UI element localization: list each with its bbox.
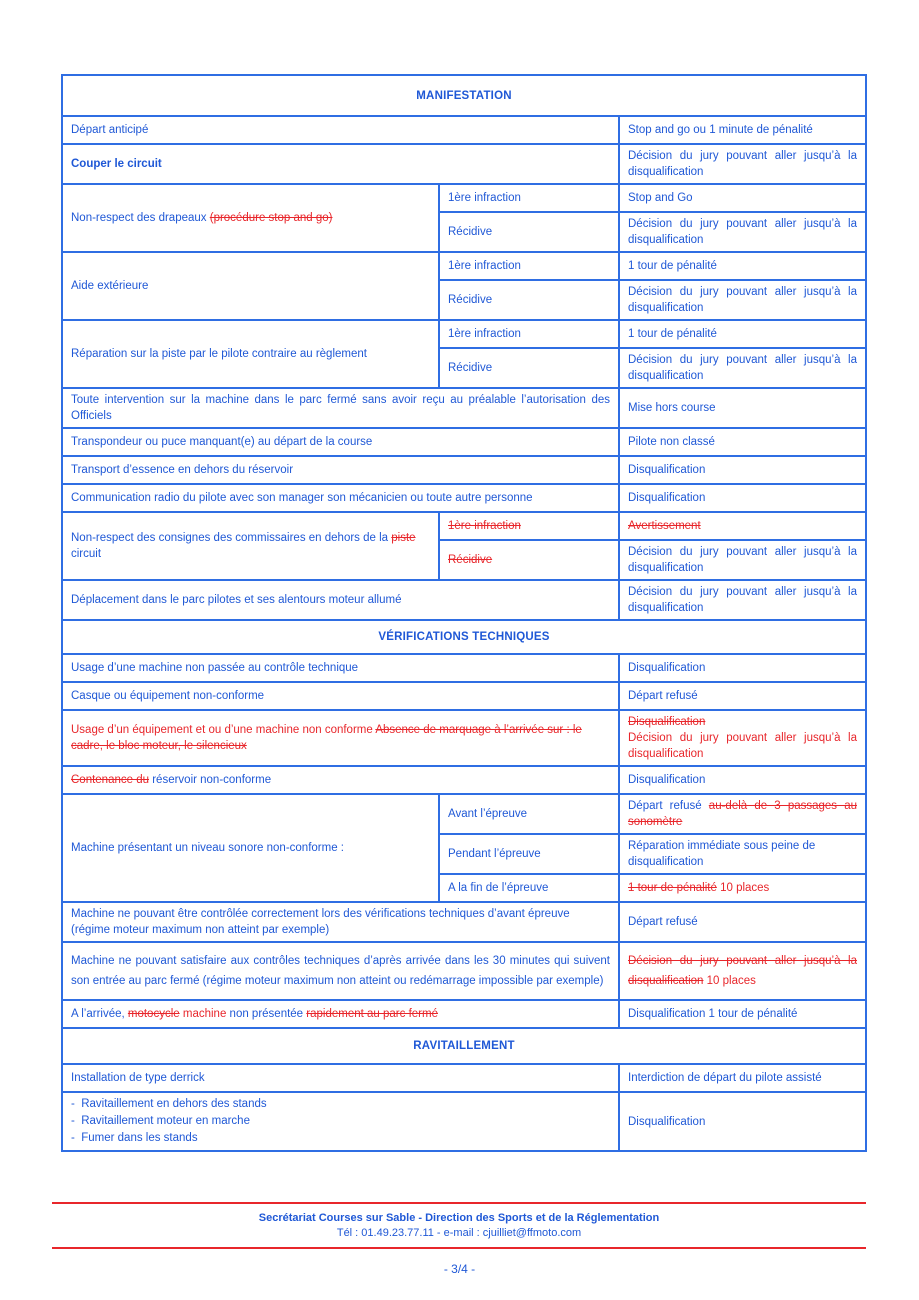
- infraction-text: A l’arrivée,: [71, 1008, 125, 1020]
- sanction-cell: Départ refusé: [619, 682, 866, 710]
- table-row: [62, 654, 866, 682]
- infraction-cell: [62, 710, 619, 766]
- occurrence-cell: [439, 540, 619, 580]
- sanction-text: 10 places: [706, 975, 756, 987]
- infraction-cell: Communication radio du pilote avec son manager son mécanicien ou toute autre personne: [62, 484, 619, 512]
- infraction-cell: Aide extérieure: [62, 252, 439, 320]
- page-number: - 3/4 -: [443, 1262, 476, 1276]
- struck-text: Absence de marquage à l’arrivée sur : le cadre, le bloc moteur, le silencieux: [71, 724, 582, 752]
- list-item: - Ravitaillement moteur en marche: [71, 1115, 250, 1127]
- sanction-cell: 1 tour de pénalité: [619, 252, 866, 280]
- occurrence-cell: A la fin de l’épreuve: [439, 874, 619, 902]
- struck-text: Contenance du: [71, 774, 150, 786]
- infraction-cell: [62, 766, 619, 794]
- infraction-cell: Machine ne pouvant satisfaire aux contrôles techniques d’après arrivée dans les 30 minutes qui suivent son entrée au parc fermé (régime moteur maximum non atteint ou redémarrage impossible par exemple): [62, 942, 619, 1000]
- page-footer: [52, 1202, 866, 1249]
- sanction-cell: Disqualification: [619, 456, 866, 484]
- section-title-manifestation: MANIFESTATION: [62, 75, 866, 116]
- sanction-text: Décision du jury pouvant aller jusqu’à la disqualification: [628, 732, 858, 760]
- infraction-cell: Usage d’une machine non passée au contrôle technique: [62, 654, 619, 682]
- footer-text: [52, 1204, 866, 1247]
- infraction-text: Non-respect des consignes des commissaires en dehors de la: [71, 532, 389, 544]
- infraction-cell: [62, 184, 439, 252]
- sanction-cell: Décision du jury pouvant aller jusqu’à la disqualification: [619, 540, 866, 580]
- sanction-cell: Pilote non classé: [619, 428, 866, 456]
- table-row: [62, 942, 866, 1000]
- sanction-cell: 1 tour de pénalité: [619, 320, 866, 348]
- table-row: [62, 902, 866, 942]
- table-row: [62, 1092, 866, 1151]
- sanction-cell: Disqualification: [619, 484, 866, 512]
- infraction-cell: Casque ou équipement non-conforme: [62, 682, 619, 710]
- sanction-cell: Décision du jury pouvant aller jusqu’à la disqualification: [619, 580, 866, 620]
- sanctions-table: [61, 74, 867, 1152]
- struck-text: Décision du jury pouvant aller jusqu’à la disqualification: [628, 955, 858, 987]
- section-title-ravitaillement: RAVITAILLEMENT: [62, 1028, 866, 1064]
- infraction-cell: Machine présentant un niveau sonore non-conforme :: [62, 794, 439, 902]
- list-item: - Fumer dans les stands: [71, 1132, 198, 1144]
- occurrence-cell: 1ère infraction: [439, 320, 619, 348]
- infraction-cell: Transpondeur ou puce manquant(e) au départ de la course: [62, 428, 619, 456]
- sanction-cell: [619, 942, 866, 1000]
- table-row: [62, 320, 866, 348]
- table-row: [62, 484, 866, 512]
- section-row: [62, 1028, 866, 1064]
- sanction-cell: Départ refusé: [619, 902, 866, 942]
- footer-organisation: Secrétariat Courses sur Sable - Direction des Sports et de la Réglementation: [258, 1212, 660, 1224]
- sanction-cell: [619, 710, 866, 766]
- struck-text: 1 tour de pénalité: [628, 882, 717, 894]
- infraction-text: Usage d’un équipement et ou d’une machine non conforme: [71, 724, 373, 736]
- table-row: [62, 710, 866, 766]
- table-row: [62, 252, 866, 280]
- sanction-cell: [619, 794, 866, 834]
- occurrence-cell: 1ère infraction: [439, 184, 619, 212]
- occurrence-cell: Pendant l’épreuve: [439, 834, 619, 874]
- infraction-cell: [62, 1000, 619, 1028]
- sanction-cell: [619, 512, 866, 540]
- occurrence-cell: Avant l’épreuve: [439, 794, 619, 834]
- sanction-cell: Stop and go ou 1 minute de pénalité: [619, 116, 866, 144]
- sanction-cell: Disqualification: [619, 766, 866, 794]
- table-row: [62, 388, 866, 428]
- table-row: [62, 580, 866, 620]
- struck-text: motocycle: [127, 1008, 180, 1020]
- struck-text: au-delà de 3 passages au sonomètre: [628, 800, 857, 828]
- table-row: [62, 456, 866, 484]
- list-item: - Ravitaillement en dehors des stands: [71, 1098, 267, 1110]
- infraction-cell: Machine ne pouvant être contrôlée correctement lors des vérifications techniques d’avant épreuve (régime moteur maximum non atteint par exemple): [62, 902, 619, 942]
- struck-text: piste: [391, 532, 416, 544]
- table-row: [62, 1000, 866, 1028]
- infraction-text: Non-respect des drapeaux: [71, 212, 207, 224]
- infraction-cell: Départ anticipé: [62, 116, 619, 144]
- section-row: [62, 620, 866, 654]
- struck-text: rapidement au parc fermé: [306, 1008, 438, 1020]
- table-row: [62, 144, 866, 184]
- sanction-cell: Décision du jury pouvant aller jusqu’à la disqualification: [619, 280, 866, 320]
- sanction-text: Départ refusé: [628, 800, 702, 812]
- occurrence-cell: Récidive: [439, 348, 619, 388]
- sanction-text: 10 places: [720, 882, 770, 894]
- sanction-cell: Disqualification: [619, 654, 866, 682]
- occurrence-cell: [439, 512, 619, 540]
- sanction-cell: Disqualification 1 tour de pénalité: [619, 1000, 866, 1028]
- sanction-cell: Disqualification: [619, 1092, 866, 1151]
- table-row: [62, 428, 866, 456]
- occurrence-cell: 1ère infraction: [439, 252, 619, 280]
- footer-contact: Tél : 01.49.23.77.11 - e-mail : cjuilliet@ffmoto.com: [336, 1227, 582, 1239]
- table-row: [62, 116, 866, 144]
- infraction-cell: Toute intervention sur la machine dans le parc fermé sans avoir reçu au préalable l’autorisation des Officiels: [62, 388, 619, 428]
- table-row: [62, 766, 866, 794]
- table-row: [62, 794, 866, 834]
- section-title-verifications: VÉRIFICATIONS TECHNIQUES: [62, 620, 866, 654]
- struck-text: Disqualification: [628, 716, 706, 728]
- sanction-cell: Décision du jury pouvant aller jusqu’à la disqualification: [619, 144, 866, 184]
- struck-text: Avertissement: [628, 520, 701, 532]
- section-row: [62, 75, 866, 116]
- table-row: [62, 1064, 866, 1092]
- infraction-text: machine: [182, 1008, 227, 1020]
- infraction-cell: [62, 512, 439, 580]
- infraction-text: réservoir non-conforme: [152, 774, 272, 786]
- struck-text: Récidive: [448, 554, 493, 566]
- table-row: [62, 682, 866, 710]
- infraction-cell: Installation de type derrick: [62, 1064, 619, 1092]
- sanction-cell: [619, 874, 866, 902]
- sanction-cell: Décision du jury pouvant aller jusqu’à la disqualification: [619, 348, 866, 388]
- rules-document: [61, 74, 865, 1152]
- struck-text: (procédure stop and go): [209, 212, 333, 224]
- sanction-cell: Réparation immédiate sous peine de disqualification: [619, 834, 866, 874]
- sanction-cell: Mise hors course: [619, 388, 866, 428]
- sanction-cell: Décision du jury pouvant aller jusqu’à la disqualification: [619, 212, 866, 252]
- occurrence-cell: Récidive: [439, 212, 619, 252]
- infraction-text: non présentée: [229, 1008, 304, 1020]
- infraction-cell: Déplacement dans le parc pilotes et ses alentours moteur allumé: [62, 580, 619, 620]
- table-row: [62, 512, 866, 540]
- infraction-cell: Transport d’essence en dehors du réservoir: [62, 456, 619, 484]
- footer-divider: [52, 1247, 866, 1249]
- table-row: [62, 184, 866, 212]
- infraction-cell: Couper le circuit: [62, 144, 619, 184]
- sanction-cell: Interdiction de départ du pilote assisté: [619, 1064, 866, 1092]
- occurrence-cell: Récidive: [439, 280, 619, 320]
- struck-text: 1ère infraction: [448, 520, 521, 532]
- infraction-text: circuit: [71, 548, 102, 560]
- sanction-cell: Stop and Go: [619, 184, 866, 212]
- infraction-cell: Réparation sur la piste par le pilote contraire au règlement: [62, 320, 439, 388]
- infraction-cell: [62, 1092, 619, 1151]
